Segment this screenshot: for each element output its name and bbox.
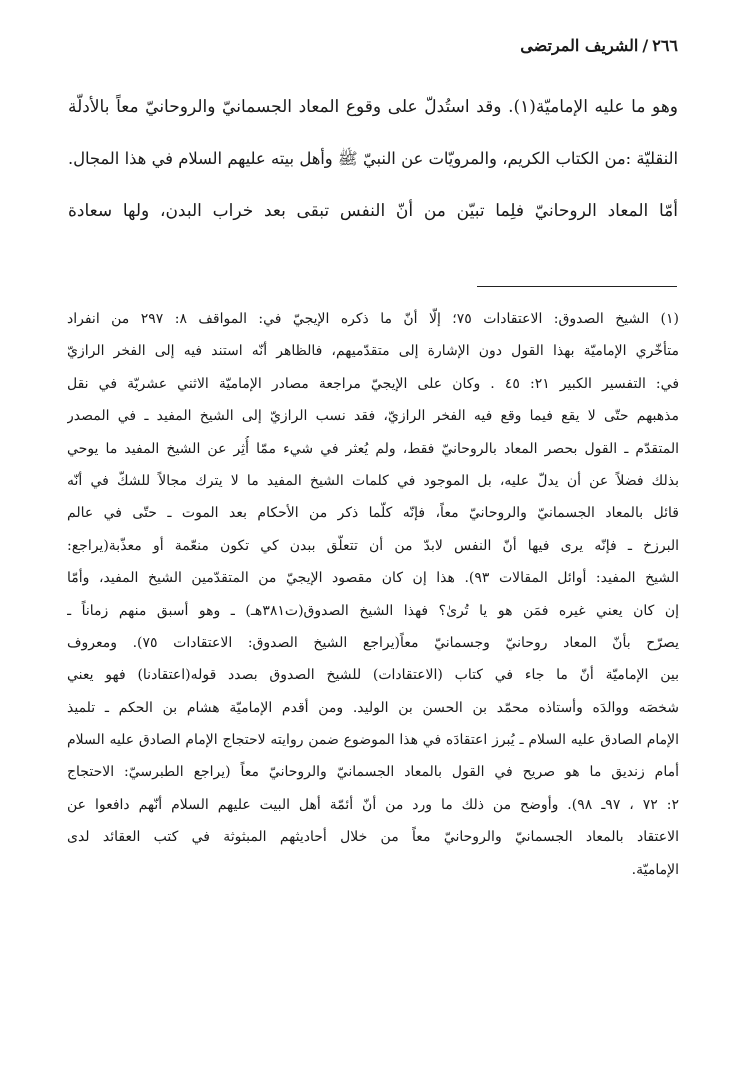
footnote-line: يصرّح بأنّ المعاد روحانيّ وجسمانيّ معاً(يراجع الشيخ الصدوق: الاعتقادات ٧٥). ومعروف <box>67 634 679 651</box>
footnote-line: قائل بالمعاد الجسمانيّ والروحانيّ معاً، فإنّه كلّما ذكر من الأحكام بعد الموت ـ حتّى في عالم <box>67 505 679 522</box>
footnote-line: الاعتقاد بالمعاد الجسمانيّ والروحانيّ معاً من خلال أحاديثهم المبثوثة في كتب العقائد لدى <box>67 829 679 846</box>
footnote-line: إن كان يعني غيره فمَن هو يا تُرىٰ؟ فهذا الشيخ الصدوق(ت٣٨١هـ) ـ وهو أسبق منهم زماناً ـ <box>67 602 679 619</box>
main-text-line: أمّا المعاد الروحانيّ فلِما تبيّن من أنّ النفس تبقى بعد خراب البدن، ولها سعادة <box>68 201 678 221</box>
main-text-line: وهو ما عليه الإماميّة(١). وقد استُدلّ على وقوع المعاد الجسمانيّ والروحانيّ معاً بالأدلّة <box>68 97 678 117</box>
footnote-line: مذهبهم حتّى لا يقع فيما وقع فيه الفخر الرازيّ، فقد نسب الرازيّ إلى الشيخ المفيد ـ في المصدر <box>67 408 679 425</box>
footnote-line: شخصَه ووالدَه وأستاذه محمّد بن الحسن بن الوليد. ومن أقدم الإماميّة هشام بن الحكم ـ تلميذ <box>67 699 679 716</box>
main-text-line: النقليّة :من الكتاب الكريم، والمرويّات عن النبيّ ﷺ وأهل بيته عليهم السلام في هذا المجال. <box>68 149 678 168</box>
header-separator: / <box>642 36 649 55</box>
footnote-line: أمام زنديق ما هو صريح في القول بالمعاد الجسمانيّ والروحانيّ معاً (يراجع الطبرسيّ: الاحتجاج <box>67 764 679 781</box>
footnote-divider <box>477 286 677 287</box>
page-number: ٢٦٦ <box>652 36 678 55</box>
running-title: الشريف المرتضى <box>520 36 639 55</box>
footnote-line: بين الإماميّة أنّ ما جاء في كتاب (الاعتقادات) للشيخ الصدوق بصدد قوله(اعتقادنا) فهو يعني <box>67 667 679 684</box>
footnote-line: البرزخ ـ فإنّه يرى فيها أنّ النفس لابدّ من أن تتعلّق ببدن كي تكون منعّمة أو معذّبة(يراجع: <box>67 537 679 554</box>
footnote-line: (١) الشيخ الصدوق: الاعتقادات ٧٥؛ إلّا أنّ ما ذكره الإيجيّ في: المواقف ٨: ٢٩٧ من انفراد <box>67 311 679 327</box>
page-header <box>520 36 678 55</box>
footnote-line: المتقدّم ـ القول بحصر المعاد بالروحانيّ فقط، ولم يُعثر في شيء ممّا أُثِر عن الشيخ المفيد ما يوحي <box>67 440 679 457</box>
footnote-line: الإماميّة. <box>631 861 679 878</box>
footnote-line: الشيخ المفيد: أوائل المقالات ٩٣). هذا إن كان مقصود الإيجيّ من المتقدّمين الشيخ المفيد، وأمّا <box>67 570 679 587</box>
main-text <box>68 92 678 248</box>
footnote-line: الإمام الصادق عليه السلام ـ يُبرز اعتقادَه في هذا الموضوع ضمن روايته لاحتجاج الإمام الصادق عليه السلام <box>67 732 679 749</box>
footnote-line: متأخّري الإماميّة بهذا القول دون الإشارة إلى متقدّميهم، فالظاهر أنّه استند فيه إلى الفخر الرازيّ <box>67 343 679 360</box>
footnote-line: بذلك فضلاً عن أن يدلّ عليه، بل الموجود في كلمات الشيخ المفيد ما لا يترك مجالاً للشكّ في أنّه <box>67 472 679 489</box>
footnotes <box>67 306 679 889</box>
footnote-line: ٢: ٧٢ ، ٩٧ـ ٩٨). وأوضح من ذلك ما ورد من أنّ أئمّة أهل البيت عليهم السلام أنّهم دافعوا عن <box>67 796 679 813</box>
footnote-line: في: التفسير الكبير ٢١: ٤٥ . وكان على الإيجيّ مراجعة مصادر الإماميّة الاثني عشريّة في نقل <box>67 375 679 392</box>
